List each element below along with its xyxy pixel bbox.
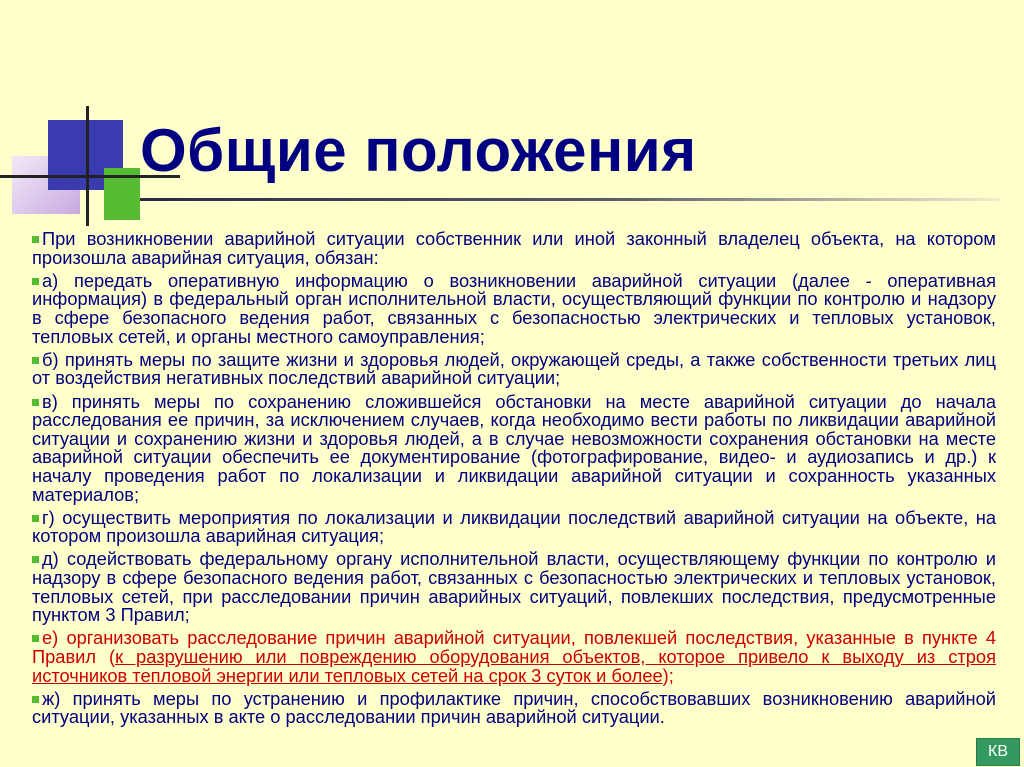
paragraph-d bbox=[32, 550, 996, 624]
highlight-tail: ); bbox=[662, 664, 674, 686]
paragraph-g bbox=[32, 506, 996, 547]
highlight-underlined: к разрушению или повреждению оборудования объектов, которое привело к выходу из строя источников тепловой энергии или тепловых сетей на срок 3 суток и более bbox=[32, 646, 996, 686]
paragraph-a bbox=[32, 269, 996, 347]
paragraph-intro bbox=[32, 230, 996, 267]
paragraph-text: б) принять меры по защите жизни и здоровья людей, окружающей среды, а также собственности третьих лиц от воздействия негативных последствий аварийной ситуации; bbox=[32, 348, 996, 389]
slide-body bbox=[32, 230, 996, 732]
paragraph-text: ж) принять меры по устранению и профилактике причин, способствовавших возникновению аварийной ситуации, указанных в акте о расследовании причин аварийной ситуации. bbox=[32, 687, 996, 728]
slide-title: Общие положения bbox=[140, 117, 697, 184]
bullet-icon bbox=[32, 236, 39, 243]
bullet-icon bbox=[32, 278, 39, 285]
title-underline bbox=[140, 198, 1000, 201]
bullet-icon bbox=[32, 515, 39, 522]
paragraph-text: в) принять меры по сохранению сложившейся обстановки на месте аварийной ситуации до начала расследования ее причин, за исключением случаев, когда необходимо вести работы по ликвидации аварийной ситуации и сохранению жизни и здоровья людей, а в случае невозможности сохранения обстановки на месте аварийной ситуации обеспечить ее документирование (фотографирование, видео- и аудиозапись и др.) к началу проведения работ по локализации и ликвидации аварийной ситуации и сохранность указанных материалов; bbox=[32, 390, 996, 505]
bullet-icon bbox=[32, 399, 39, 406]
kv-badge[interactable]: КВ bbox=[976, 738, 1020, 766]
highlight-lead: е) организовать расследование причин аварийной ситуации, повлекшей последствия, указанные в пункте 4 Правил ( bbox=[32, 627, 996, 668]
bullet-icon bbox=[32, 635, 39, 642]
paragraph-text: г) осуществить мероприятия по локализации и ликвидации последствий аварийной ситуации на объекте, на котором произошла аварийная ситуация; bbox=[32, 506, 996, 547]
decor-vertical-line bbox=[86, 106, 89, 226]
paragraph-text: При возникновении аварийной ситуации собственник или иной законный владелец объекта, на котором произошла аварийная ситуация, обязан: bbox=[32, 228, 996, 268]
paragraph-zh bbox=[32, 687, 996, 728]
bullet-icon bbox=[32, 696, 39, 703]
paragraph-v bbox=[32, 390, 996, 505]
bullet-icon bbox=[32, 357, 39, 364]
paragraph-text: д) содействовать федеральному органу исполнительной власти, осуществляющему функции по контролю и надзору в сфере безопасного ведения работ, связанных с безопасностью электрических и тепловых установок, тепловых сетей, при расследовании причин аварийных ситуаций, повлекших последствия, предусмотренные пунктом 3 Правил; bbox=[32, 548, 996, 626]
paragraph-b bbox=[32, 348, 996, 389]
paragraph-e-highlighted bbox=[32, 629, 996, 685]
paragraph-text: а) передать оперативную информацию о возникновении аварийной ситуации (далее - оперативная информация) в федеральный орган исполнительной власти, осуществляющий функции по контролю и надзору в сфере безопасного ведения работ, связанных с безопасностью электрических и тепловых установок, тепловых сетей, и органы местного самоуправления; bbox=[32, 269, 996, 347]
bullet-icon bbox=[32, 556, 39, 563]
